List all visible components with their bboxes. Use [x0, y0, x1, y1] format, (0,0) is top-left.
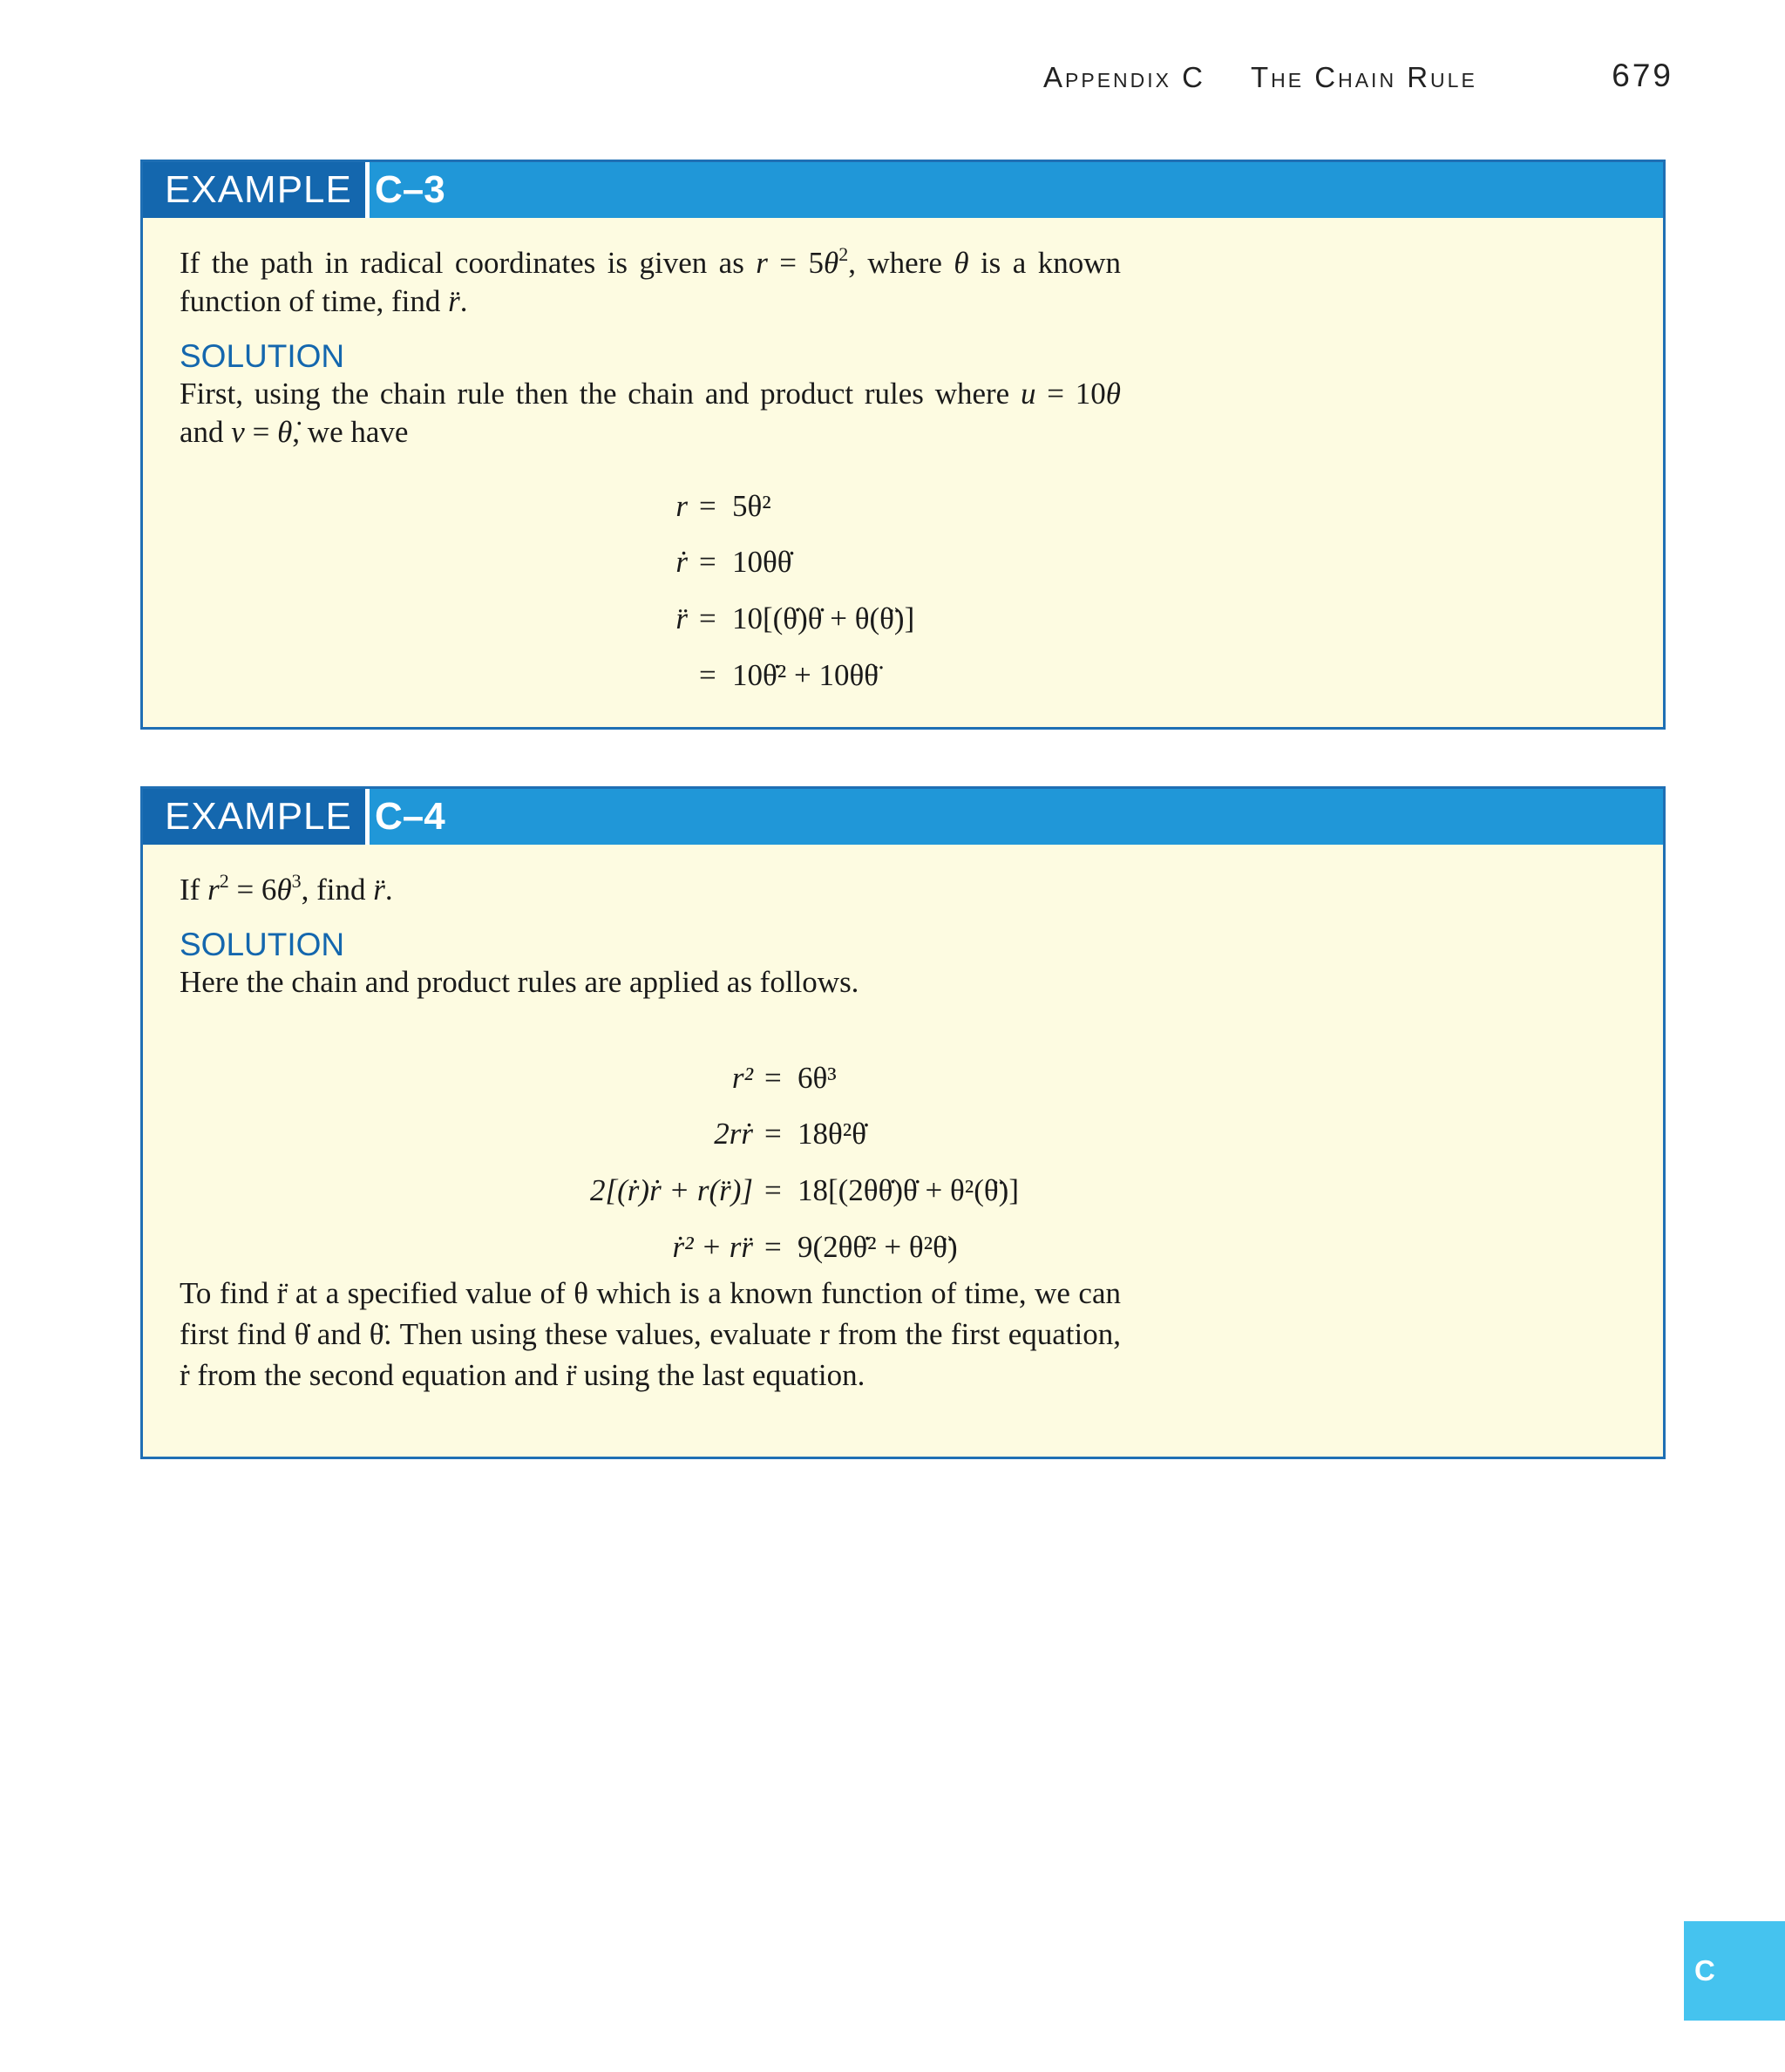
equals-sign: = [764, 1117, 782, 1151]
example-c4-problem: If $r^2 = 6\theta^3$, find r̈. [180, 870, 393, 907]
equals-sign: = [764, 1230, 782, 1264]
example-c4-closing-text: To find r̈ at a specified value of θ which is a known function of time, we can first find θ̇ and θ̈. Then using these values, evaluate r from the first equation, ṙ from the second equation and r̈ using the last equation. [180, 1276, 1121, 1392]
equation-rhs: 9(2θθ̇² + θ²θ̈) [797, 1230, 958, 1264]
example-c3-solution-heading: SOLUTION [180, 338, 345, 374]
equation-lhs: 2[(ṙ)ṙ + r(r̈)] [590, 1173, 753, 1207]
equals-sign: = [764, 1173, 782, 1207]
equals-sign: = [764, 1061, 782, 1095]
equation-rhs: 10θ̇² + 10θθ̈ [732, 658, 879, 692]
example-c3-problem: If the path in radical coordinates is given as $r = 5\theta^2$, where θ is a known function of time, find r̈. [180, 243, 1121, 318]
equation-lhs: ṙ [675, 545, 688, 579]
example-c3-number: C–3 [375, 168, 445, 211]
example-c4-solution-text: Here the chain and product rules are applied as follows. [180, 965, 859, 999]
equation-lhs: r̈ [675, 601, 688, 635]
equals-sign: = [699, 489, 716, 523]
example-c3-header [143, 162, 1663, 218]
equation-rhs: 18θ²θ̇ [797, 1117, 867, 1151]
equation-rhs: 10[(θ̇)θ̇ + θ(θ̈)] [732, 601, 915, 635]
example-c4-solution-heading: SOLUTION [180, 927, 345, 962]
equation-rhs: 5θ² [732, 489, 771, 523]
equation-lhs: r [675, 489, 688, 523]
equation-lhs: ṙ² + rr̈ [672, 1230, 753, 1264]
example-c4-number: C–4 [375, 795, 445, 838]
equation-rhs: 6θ³ [797, 1061, 837, 1095]
equals-sign: = [699, 601, 716, 635]
equation-rhs: 18[(2θθ̇)θ̇ + θ²(θ̈)] [797, 1173, 1019, 1207]
equals-sign: = [699, 545, 716, 579]
example-c3-label: EXAMPLE [143, 162, 365, 218]
example-c3-body [180, 218, 1121, 452]
example-c3-solution-text: First, using the chain rule then the chain and product rules where u = 10θ and v = θ̇, we have [180, 377, 1121, 449]
running-head-appendix: Appendix C [1043, 61, 1205, 93]
running-head [1028, 58, 1673, 105]
example-c4-label: EXAMPLE [143, 789, 365, 845]
running-head-chapter: The Chain Rule [1251, 61, 1477, 93]
example-c3-divider [365, 162, 370, 218]
example-c4-body [180, 845, 1121, 1002]
equals-sign: = [699, 658, 716, 692]
equation-lhs: r² [731, 1061, 753, 1095]
equation-rhs: 10θθ̇ [732, 545, 792, 579]
example-c4-divider [365, 789, 370, 845]
page-number: 679 [1612, 58, 1673, 93]
example-c4-header [143, 789, 1663, 845]
example-c3-box [140, 160, 1666, 730]
example-c4-box [140, 786, 1666, 1459]
equation-lhs: 2rṙ [714, 1117, 753, 1151]
chapter-thumb-tab: C [1684, 1921, 1785, 2021]
